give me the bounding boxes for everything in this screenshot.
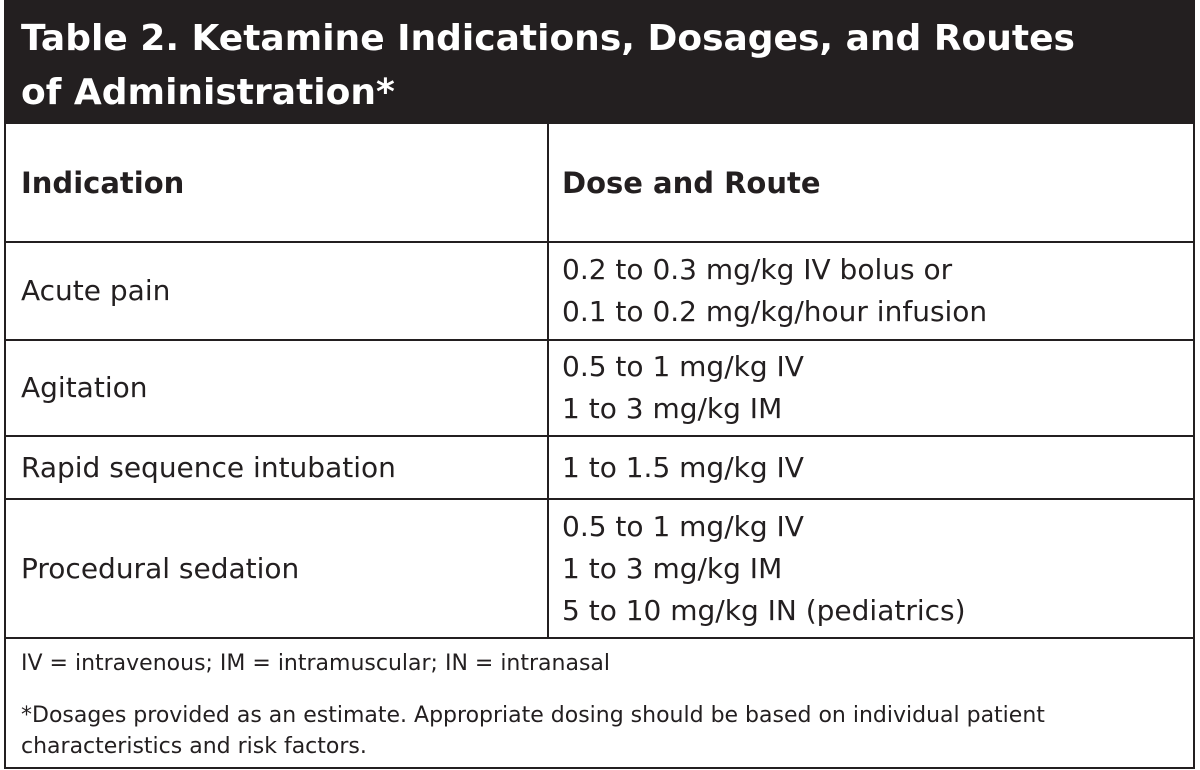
footnote-abbreviations: IV = intravenous; IM = intramuscular; IN = intranasal bbox=[21, 651, 611, 676]
table-bottom-rule bbox=[6, 637, 1193, 639]
row-acute-pain-dose bbox=[562, 243, 1182, 339]
header-dose-route: Dose and Route bbox=[562, 165, 821, 200]
dose-line: 5 to 10 mg/kg IN (pediatrics) bbox=[562, 593, 966, 627]
dose-line: 1 to 1.5 mg/kg IV bbox=[562, 450, 804, 484]
row-procedural-sedation-indication: Procedural sedation bbox=[21, 551, 300, 585]
dose-line: 1 to 3 mg/kg IM bbox=[562, 392, 783, 425]
footnote-disclaimer-line-1: *Dosages provided as an estimate. Appropriate dosing should be based on individual patient bbox=[21, 703, 1045, 728]
table-frame bbox=[4, 0, 1195, 769]
dose-line: 0.1 to 0.2 mg/kg/hour infusion bbox=[562, 295, 988, 328]
dose-line: 0.2 to 0.3 mg/kg IV bolus or bbox=[562, 253, 953, 286]
table-title-bar bbox=[6, 0, 1193, 124]
row-rsi-dose bbox=[562, 437, 1182, 498]
dose-line: 1 to 3 mg/kg IM bbox=[562, 551, 783, 585]
row-acute-pain-indication: Acute pain bbox=[21, 274, 171, 307]
table-title-line-1: Table 2. Ketamine Indications, Dosages, and Routes bbox=[21, 18, 1075, 59]
dose-line: 0.5 to 1 mg/kg IV bbox=[562, 350, 804, 383]
table-title-line-2: of Administration* bbox=[21, 72, 395, 113]
column-divider bbox=[547, 124, 549, 637]
dose-line: 0.5 to 1 mg/kg IV bbox=[562, 509, 804, 543]
header-indication: Indication bbox=[21, 165, 185, 200]
row-rsi-indication: Rapid sequence intubation bbox=[21, 450, 396, 484]
row-procedural-sedation-dose bbox=[562, 500, 1182, 637]
row-agitation-dose bbox=[562, 341, 1182, 435]
footnote-disclaimer-line-2: characteristics and risk factors. bbox=[21, 734, 367, 759]
row-agitation-indication: Agitation bbox=[21, 371, 148, 404]
